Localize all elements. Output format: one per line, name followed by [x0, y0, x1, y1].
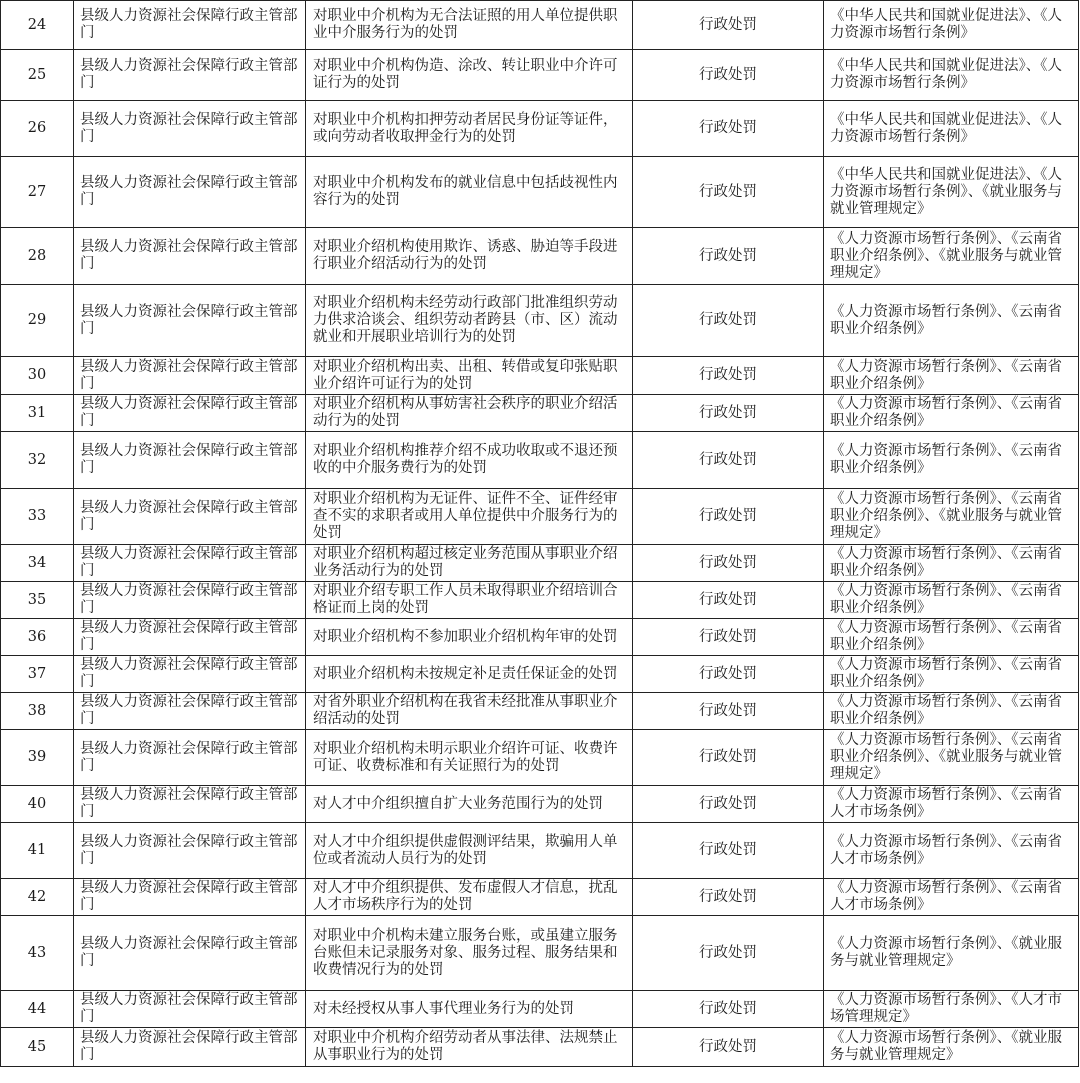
department-cell: 县级人力资源社会保障行政主管部门 [74, 991, 306, 1028]
category-cell: 行政处罚 [633, 157, 824, 228]
penalty-item-cell: 对职业中介机构伪造、涂改、转让职业中介许可证行为的处罚 [306, 50, 633, 101]
row-number: 31 [1, 395, 74, 432]
table-row [1, 101, 1079, 157]
table-row [1, 285, 1079, 357]
category-cell: 行政处罚 [633, 656, 824, 693]
penalty-item-cell: 对职业介绍机构未按规定补足责任保证金的处罚 [306, 656, 633, 693]
category-cell: 行政处罚 [633, 786, 824, 823]
row-number: 40 [1, 786, 74, 823]
department-cell: 县级人力资源社会保障行政主管部门 [74, 228, 306, 285]
department-cell: 县级人力资源社会保障行政主管部门 [74, 693, 306, 730]
penalty-item-cell: 对职业介绍机构为无证件、证件不全、证件经审查不实的求职者或用人单位提供中介服务行为的处罚 [306, 489, 633, 545]
category-cell: 行政处罚 [633, 879, 824, 916]
penalty-item-cell: 对职业中介机构扣押劳动者居民身份证等证件，或向劳动者收取押金行为的处罚 [306, 101, 633, 157]
penalty-item-cell: 对职业中介机构为无合法证照的用人单位提供职业中介服务行为的处罚 [306, 1, 633, 50]
department-cell: 县级人力资源社会保障行政主管部门 [74, 582, 306, 619]
row-number: 27 [1, 157, 74, 228]
penalty-item-cell: 对职业介绍机构使用欺诈、诱惑、胁迫等手段进行职业介绍活动行为的处罚 [306, 228, 633, 285]
legal-basis-cell: 《人力资源市场暂行条例》、《云南省职业介绍条例》、《就业服务与就业管理规定》 [824, 730, 1079, 786]
legal-basis-cell: 《人力资源市场暂行条例》、《云南省人才市场条例》 [824, 879, 1079, 916]
table-row [1, 357, 1079, 395]
department-cell: 县级人力资源社会保障行政主管部门 [74, 357, 306, 395]
category-cell: 行政处罚 [633, 395, 824, 432]
table-row [1, 991, 1079, 1028]
penalty-item-cell: 对人才中介组织提供虚假测评结果，欺骗用人单位或者流动人员行为的处罚 [306, 823, 633, 879]
category-cell: 行政处罚 [633, 228, 824, 285]
table-row [1, 395, 1079, 432]
penalty-item-cell: 对职业介绍机构未明示职业介绍许可证、收费许可证、收费标准和有关证照行为的处罚 [306, 730, 633, 786]
department-cell: 县级人力资源社会保障行政主管部门 [74, 619, 306, 656]
category-cell: 行政处罚 [633, 357, 824, 395]
table-row [1, 916, 1079, 991]
penalty-item-cell: 对职业中介机构介绍劳动者从事法律、法规禁止从事职业行为的处罚 [306, 1028, 633, 1067]
category-cell: 行政处罚 [633, 823, 824, 879]
category-cell: 行政处罚 [633, 582, 824, 619]
penalty-item-cell: 对职业介绍机构不参加职业介绍机构年审的处罚 [306, 619, 633, 656]
legal-basis-cell: 《人力资源市场暂行条例》、《云南省职业介绍条例》 [824, 395, 1079, 432]
penalty-item-cell: 对职业介绍机构未经劳动行政部门批准组织劳动力供求洽谈会、组织劳动者跨县（市、区）流动就业和开展职业培训行为的处罚 [306, 285, 633, 357]
row-number: 24 [1, 1, 74, 50]
row-number: 33 [1, 489, 74, 545]
category-cell: 行政处罚 [633, 545, 824, 582]
category-cell: 行政处罚 [633, 489, 824, 545]
category-cell: 行政处罚 [633, 432, 824, 489]
category-cell: 行政处罚 [633, 285, 824, 357]
category-cell: 行政处罚 [633, 101, 824, 157]
legal-basis-cell: 《人力资源市场暂行条例》、《云南省职业介绍条例》 [824, 619, 1079, 656]
legal-basis-cell: 《人力资源市场暂行条例》、《云南省职业介绍条例》、《就业服务与就业管理规定》 [824, 489, 1079, 545]
row-number: 41 [1, 823, 74, 879]
row-number: 34 [1, 545, 74, 582]
department-cell: 县级人力资源社会保障行政主管部门 [74, 786, 306, 823]
table-row [1, 432, 1079, 489]
table-row [1, 582, 1079, 619]
department-cell: 县级人力资源社会保障行政主管部门 [74, 1028, 306, 1067]
table-row [1, 50, 1079, 101]
legal-basis-cell: 《人力资源市场暂行条例》、《云南省职业介绍条例》 [824, 357, 1079, 395]
department-cell: 县级人力资源社会保障行政主管部门 [74, 656, 306, 693]
table-row [1, 879, 1079, 916]
table-row [1, 619, 1079, 656]
penalty-item-cell: 对职业介绍机构出卖、出租、转借或复印张贴职业介绍许可证行为的处罚 [306, 357, 633, 395]
category-cell: 行政处罚 [633, 1, 824, 50]
table-row [1, 1, 1079, 50]
table-row [1, 786, 1079, 823]
row-number: 42 [1, 879, 74, 916]
row-number: 32 [1, 432, 74, 489]
category-cell: 行政处罚 [633, 991, 824, 1028]
legal-basis-cell: 《人力资源市场暂行条例》、《云南省人才市场条例》 [824, 786, 1079, 823]
row-number: 30 [1, 357, 74, 395]
legal-basis-cell: 《中华人民共和国就业促进法》、《人力资源市场暂行条例》 [824, 50, 1079, 101]
department-cell: 县级人力资源社会保障行政主管部门 [74, 432, 306, 489]
category-cell: 行政处罚 [633, 1028, 824, 1067]
penalty-item-cell: 对人才中介组织提供、发布虚假人才信息，扰乱人才市场秩序行为的处罚 [306, 879, 633, 916]
legal-basis-cell: 《人力资源市场暂行条例》、《云南省人才市场条例》 [824, 823, 1079, 879]
table-row [1, 545, 1079, 582]
legal-basis-cell: 《中华人民共和国就业促进法》、《人力资源市场暂行条例》 [824, 101, 1079, 157]
row-number: 35 [1, 582, 74, 619]
table-row [1, 228, 1079, 285]
legal-basis-cell: 《人力资源市场暂行条例》、《云南省职业介绍条例》 [824, 656, 1079, 693]
penalty-item-cell: 对职业介绍专职工作人员未取得职业介绍培训合格证而上岗的处罚 [306, 582, 633, 619]
row-number: 29 [1, 285, 74, 357]
row-number: 37 [1, 656, 74, 693]
penalty-item-cell: 对职业中介机构发布的就业信息中包括歧视性内容行为的处罚 [306, 157, 633, 228]
legal-basis-cell: 《人力资源市场暂行条例》、《云南省职业介绍条例》 [824, 432, 1079, 489]
penalty-item-cell: 对职业中介机构未建立服务台账，或虽建立服务台账但未记录服务对象、服务过程、服务结果和收费情况行为的处罚 [306, 916, 633, 991]
legal-basis-cell: 《中华人民共和国就业促进法》、《人力资源市场暂行条例》、《就业服务与就业管理规定》 [824, 157, 1079, 228]
category-cell: 行政处罚 [633, 730, 824, 786]
category-cell: 行政处罚 [633, 916, 824, 991]
department-cell: 县级人力资源社会保障行政主管部门 [74, 395, 306, 432]
table-row [1, 489, 1079, 545]
department-cell: 县级人力资源社会保障行政主管部门 [74, 879, 306, 916]
legal-basis-cell: 《人力资源市场暂行条例》、《云南省职业介绍条例》 [824, 582, 1079, 619]
table-body [1, 1, 1079, 1067]
row-number: 25 [1, 50, 74, 101]
row-number: 43 [1, 916, 74, 991]
row-number: 38 [1, 693, 74, 730]
department-cell: 县级人力资源社会保障行政主管部门 [74, 545, 306, 582]
department-cell: 县级人力资源社会保障行政主管部门 [74, 916, 306, 991]
penalty-item-cell: 对未经授权从事人事代理业务行为的处罚 [306, 991, 633, 1028]
legal-basis-cell: 《人力资源市场暂行条例》、《云南省职业介绍条例》 [824, 693, 1079, 730]
table-row [1, 1028, 1079, 1067]
row-number: 26 [1, 101, 74, 157]
legal-basis-cell: 《人力资源市场暂行条例》、《云南省职业介绍条例》、《就业服务与就业管理规定》 [824, 228, 1079, 285]
row-number: 39 [1, 730, 74, 786]
table-row [1, 656, 1079, 693]
department-cell: 县级人力资源社会保障行政主管部门 [74, 101, 306, 157]
legal-basis-cell: 《人力资源市场暂行条例》、《就业服务与就业管理规定》 [824, 916, 1079, 991]
row-number: 44 [1, 991, 74, 1028]
category-cell: 行政处罚 [633, 693, 824, 730]
legal-basis-cell: 《人力资源市场暂行条例》、《云南省职业介绍条例》 [824, 285, 1079, 357]
penalty-item-cell: 对人才中介组织擅自扩大业务范围行为的处罚 [306, 786, 633, 823]
department-cell: 县级人力资源社会保障行政主管部门 [74, 285, 306, 357]
category-cell: 行政处罚 [633, 619, 824, 656]
row-number: 28 [1, 228, 74, 285]
department-cell: 县级人力资源社会保障行政主管部门 [74, 50, 306, 101]
department-cell: 县级人力资源社会保障行政主管部门 [74, 823, 306, 879]
table-row [1, 730, 1079, 786]
legal-basis-cell: 《人力资源市场暂行条例》、《就业服务与就业管理规定》 [824, 1028, 1079, 1067]
department-cell: 县级人力资源社会保障行政主管部门 [74, 489, 306, 545]
department-cell: 县级人力资源社会保障行政主管部门 [74, 730, 306, 786]
penalty-item-cell: 对省外职业介绍机构在我省未经批准从事职业介绍活动的处罚 [306, 693, 633, 730]
legal-basis-cell: 《中华人民共和国就业促进法》、《人力资源市场暂行条例》 [824, 1, 1079, 50]
table-row [1, 693, 1079, 730]
category-cell: 行政处罚 [633, 50, 824, 101]
department-cell: 县级人力资源社会保障行政主管部门 [74, 1, 306, 50]
penalty-item-cell: 对职业介绍机构超过核定业务范围从事职业介绍业务活动行为的处罚 [306, 545, 633, 582]
legal-basis-cell: 《人力资源市场暂行条例》、《人才市场管理规定》 [824, 991, 1079, 1028]
row-number: 45 [1, 1028, 74, 1067]
table-row [1, 823, 1079, 879]
table-row [1, 157, 1079, 228]
legal-basis-cell: 《人力资源市场暂行条例》、《云南省职业介绍条例》 [824, 545, 1079, 582]
penalty-item-cell: 对职业介绍机构从事妨害社会秩序的职业介绍活动行为的处罚 [306, 395, 633, 432]
row-number: 36 [1, 619, 74, 656]
department-cell: 县级人力资源社会保障行政主管部门 [74, 157, 306, 228]
penalty-item-cell: 对职业介绍机构推荐介绍不成功收取或不退还预收的中介服务费行为的处罚 [306, 432, 633, 489]
